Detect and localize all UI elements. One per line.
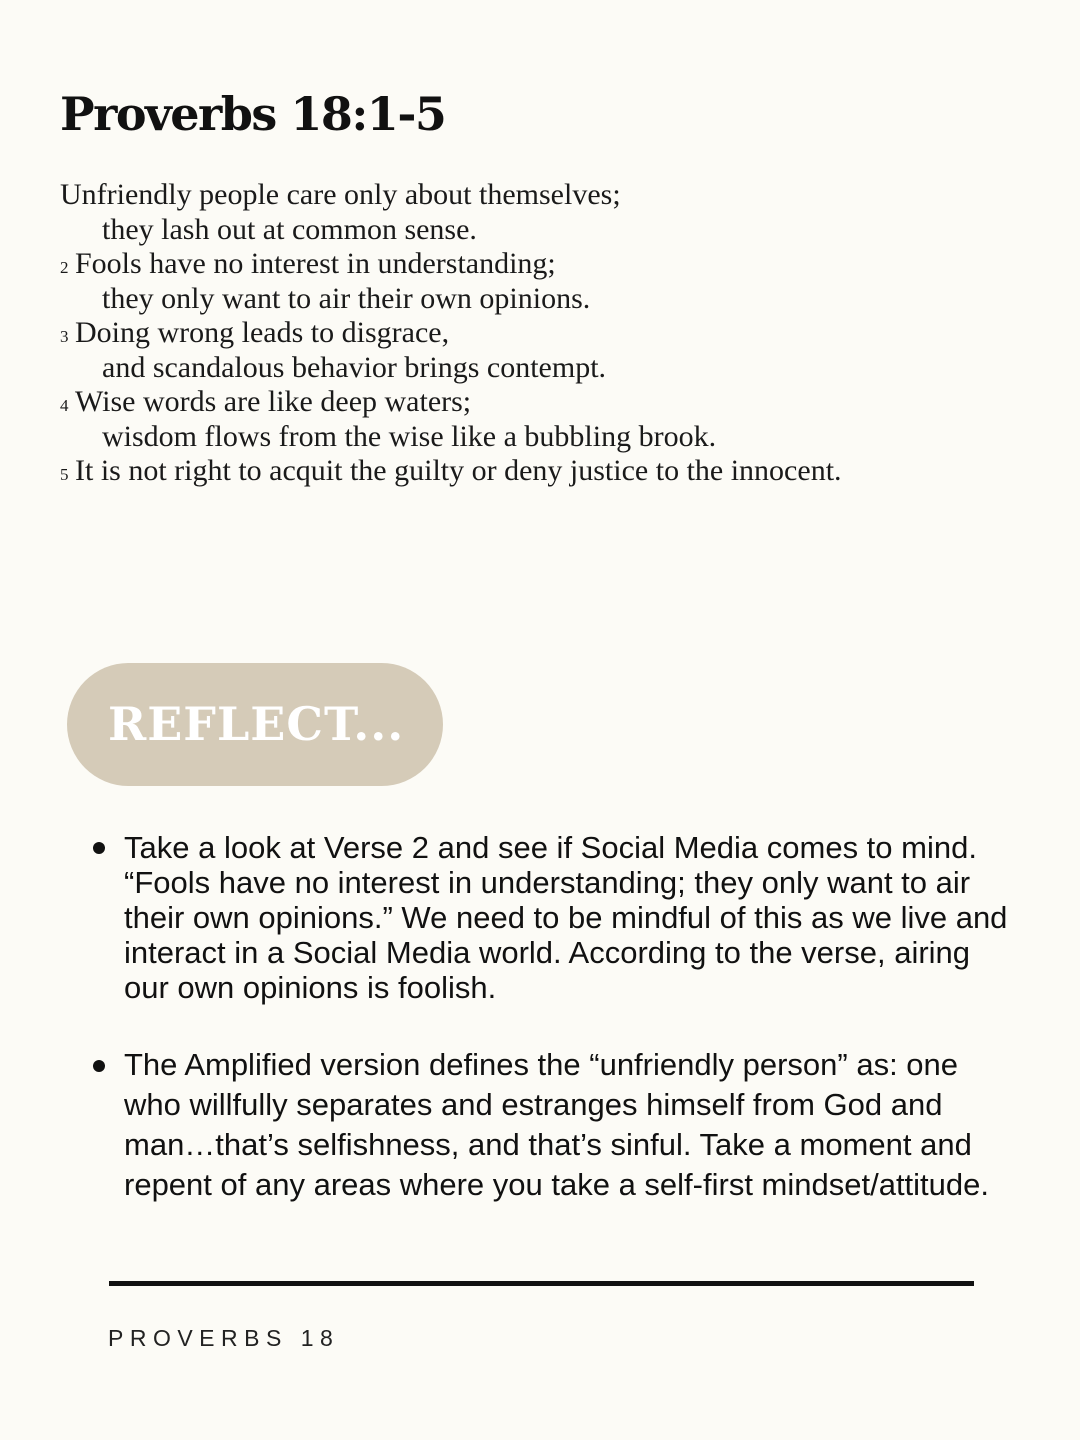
reflect-label: REFLECT...	[108, 697, 405, 751]
verse-number: 5	[60, 465, 69, 484]
scripture-text: wisdom flows from the wise like a bubbling brook.	[102, 419, 717, 453]
scripture-text: Doing wrong leads to disgrace,	[75, 316, 450, 349]
scripture-line	[60, 351, 1020, 386]
verse-number: 3	[60, 327, 69, 346]
footer-label: PROVERBS 18	[108, 1325, 340, 1351]
scripture-line	[60, 213, 1020, 248]
bullet-dot-icon	[93, 1060, 105, 1072]
reflection-list	[90, 830, 1010, 1205]
divider	[109, 1281, 974, 1286]
scripture-line	[60, 454, 1020, 489]
scripture-line	[60, 282, 1020, 317]
scripture-line	[60, 385, 1020, 420]
verse-number: 2	[60, 258, 69, 277]
bullet-dot-icon	[93, 842, 105, 854]
reflect-badge	[67, 663, 443, 786]
list-item-text: Take a look at Verse 2 and see if Social Media comes to mind. “Fools have no interest in understanding; they only want to air their own opinions.” We need to be mindful of this as we live and interact in a Social Media world. According to the verse, airing our own opinions is foolish.	[124, 830, 1008, 1005]
scripture-text: they only want to air their own opinions.	[102, 281, 591, 315]
scripture-text: Unfriendly people care only about themselves;	[60, 178, 621, 211]
list-item	[90, 830, 1010, 1005]
scripture-line	[60, 316, 1020, 351]
scripture-text: they lash out at common sense.	[102, 212, 477, 246]
scripture-text: and scandalous behavior brings contempt.	[102, 350, 607, 384]
list-item	[90, 1045, 1010, 1205]
scripture-passage	[60, 178, 1020, 489]
page-title: Proverbs 18:1-5	[60, 87, 446, 141]
scripture-text: Fools have no interest in understanding;	[75, 247, 556, 280]
list-item-text: The Amplified version defines the “unfriendly person” as: one who willfully separates and estranges himself from God and man…that’s selfishness, and that’s sinful. Take a moment and repent of any areas where you take a self-first mindset/attitude.	[124, 1047, 990, 1202]
scripture-text: It is not right to acquit the guilty or deny justice to the innocent.	[75, 454, 842, 487]
verse-number: 4	[60, 396, 69, 415]
scripture-line	[60, 247, 1020, 282]
scripture-text: Wise words are like deep waters;	[75, 385, 472, 418]
scripture-line	[60, 420, 1020, 455]
scripture-line	[60, 178, 1020, 213]
